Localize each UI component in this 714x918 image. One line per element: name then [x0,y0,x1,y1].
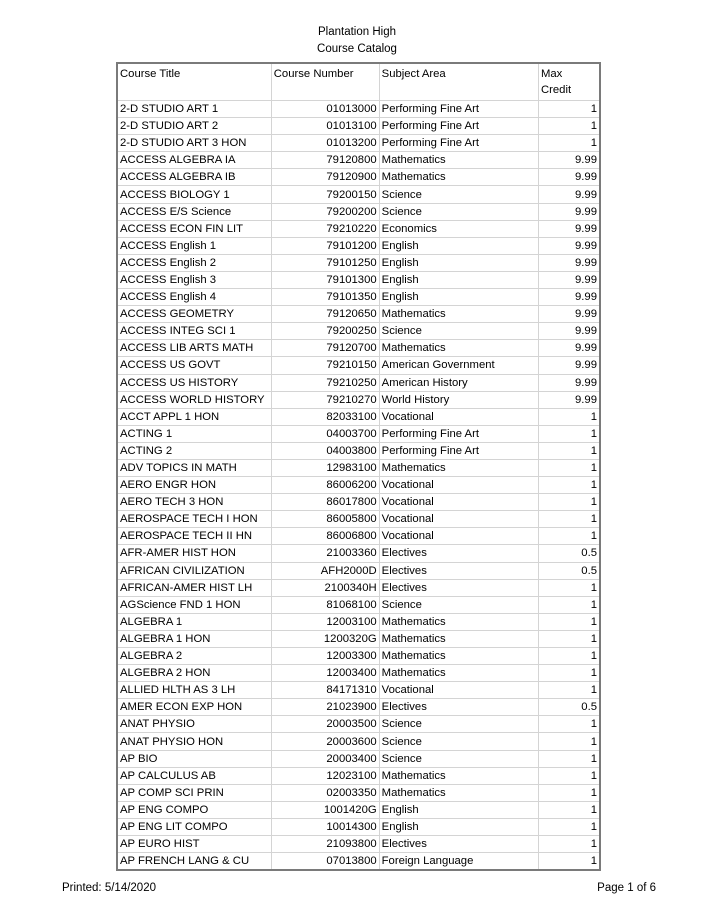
course-title-cell: AP CALCULUS AB [118,767,271,784]
course-number-cell: 21093800 [271,836,379,853]
max-credit-cell: 1 [538,118,599,135]
course-title-cell: ANAT PHYSIO [118,716,271,733]
subject-area-cell: Vocational [379,511,538,528]
subject-area-cell: Electives [379,699,538,716]
table-row [118,699,599,716]
max-credit-cell: 1 [538,511,599,528]
course-title-cell: ACCESS E/S Science [118,203,271,220]
subject-area-cell: Vocational [379,408,538,425]
max-credit-cell: 9.99 [538,323,599,340]
subject-area-cell: Performing Fine Art [379,101,538,118]
subject-area-cell: Mathematics [379,169,538,186]
column-header-max-credit: Max Credit [540,68,572,96]
page-number: Page 1 of 6 [597,882,656,894]
course-number-cell: 20003600 [271,733,379,750]
course-title-cell: AP COMP SCI PRIN [118,784,271,801]
course-number-cell: 20003400 [271,750,379,767]
max-credit-cell: 1 [538,733,599,750]
course-number-cell: 79101200 [271,237,379,254]
course-number-cell: 79210270 [271,391,379,408]
course-title-cell: ADV TOPICS IN MATH [118,459,271,476]
subject-area-cell: Vocational [379,682,538,699]
max-credit-cell: 9.99 [538,357,599,374]
max-credit-cell: 0.5 [538,562,599,579]
table-row [118,596,599,613]
course-number-cell: 81068100 [271,596,379,613]
subject-area-cell: Mathematics [379,630,538,647]
course-number-cell: 04003800 [271,442,379,459]
course-title-cell: AFRICAN CIVILIZATION [118,562,271,579]
table-row [118,289,599,306]
table-row [118,442,599,459]
max-credit-cell: 1 [538,767,599,784]
course-title-cell: ALGEBRA 2 HON [118,665,271,682]
subject-area-cell: Mathematics [379,340,538,357]
max-credit-cell: 1 [538,494,599,511]
table-row [118,254,599,271]
max-credit-cell: 1 [538,665,599,682]
course-number-cell: 86005800 [271,511,379,528]
table-row [118,733,599,750]
max-credit-cell: 1 [538,528,599,545]
table-row [118,767,599,784]
max-credit-cell: 1 [538,477,599,494]
course-number-cell: 1001420G [271,801,379,818]
course-title-cell: ALGEBRA 2 [118,648,271,665]
max-credit-cell: 1 [538,716,599,733]
max-credit-cell: 9.99 [538,203,599,220]
subject-area-cell: Mathematics [379,152,538,169]
subject-area-cell: Science [379,596,538,613]
max-credit-cell: 1 [538,425,599,442]
max-credit-cell: 0.5 [538,545,599,562]
subject-area-cell: Mathematics [379,459,538,476]
page-header [0,24,714,58]
max-credit-cell: 9.99 [538,391,599,408]
course-number-cell: 20003500 [271,716,379,733]
table-row [118,477,599,494]
subject-area-cell: Electives [379,562,538,579]
course-title-cell: AFRICAN-AMER HIST LH [118,579,271,596]
course-number-cell: 2100340H [271,579,379,596]
subject-area-cell: Mathematics [379,306,538,323]
course-number-cell: 79120800 [271,152,379,169]
course-title-cell: ACCESS English 4 [118,289,271,306]
subject-area-cell: Economics [379,220,538,237]
course-title-cell: AERO TECH 3 HON [118,494,271,511]
table-row [118,135,599,152]
course-number-cell: 79210250 [271,374,379,391]
course-title-cell: AP ENG COMPO [118,801,271,818]
course-number-cell: 12003300 [271,648,379,665]
course-title-cell: ACCESS ECON FIN LIT [118,220,271,237]
table-row [118,306,599,323]
course-title-cell: ACTING 2 [118,442,271,459]
course-title-cell: ACCESS ALGEBRA IB [118,169,271,186]
subject-area-cell: World History [379,391,538,408]
table-row [118,818,599,835]
subject-area-cell: Science [379,323,538,340]
subject-area-cell: Mathematics [379,767,538,784]
course-number-cell: 04003700 [271,425,379,442]
table-row [118,340,599,357]
school-name: Plantation High [318,26,396,38]
course-number-cell: 79200250 [271,323,379,340]
course-number-cell: 12023100 [271,767,379,784]
table-row [118,853,599,870]
max-credit-cell: 9.99 [538,271,599,288]
course-number-cell: 79210220 [271,220,379,237]
max-credit-cell: 1 [538,750,599,767]
course-title-cell: AEROSPACE TECH II HN [118,528,271,545]
table-row [118,682,599,699]
table-row [118,784,599,801]
course-title-cell: ACCESS US HISTORY [118,374,271,391]
max-credit-cell: 9.99 [538,374,599,391]
subject-area-cell: English [379,818,538,835]
max-credit-cell: 1 [538,836,599,853]
course-number-cell: 84171310 [271,682,379,699]
course-title-cell: ACCESS WORLD HISTORY [118,391,271,408]
max-credit-cell: 9.99 [538,237,599,254]
max-credit-cell: 1 [538,613,599,630]
subject-area-cell: Performing Fine Art [379,442,538,459]
course-number-cell: 86006800 [271,528,379,545]
subject-area-cell: Science [379,203,538,220]
table-row [118,716,599,733]
table-row [118,494,599,511]
table-row [118,118,599,135]
course-title-cell: AP EURO HIST [118,836,271,853]
table-row [118,562,599,579]
table-body [118,101,599,870]
subject-area-cell: Mathematics [379,784,538,801]
course-number-cell: 12003400 [271,665,379,682]
max-credit-cell: 1 [538,459,599,476]
course-title-cell: AMER ECON EXP HON [118,699,271,716]
course-number-cell: 01013200 [271,135,379,152]
course-title-cell: AP FRENCH LANG & CU [118,853,271,870]
subject-area-cell: Mathematics [379,613,538,630]
course-title-cell: ACCESS LIB ARTS MATH [118,340,271,357]
max-credit-cell: 9.99 [538,152,599,169]
subject-area-cell: Performing Fine Art [379,425,538,442]
table-row [118,425,599,442]
course-number-cell: 86017800 [271,494,379,511]
course-title-cell: ACCESS English 3 [118,271,271,288]
table-row [118,220,599,237]
course-title-cell: ALLIED HLTH AS 3 LH [118,682,271,699]
table-row [118,801,599,818]
course-title-cell: AP ENG LIT COMPO [118,818,271,835]
column-header-subject-area: Subject Area [379,64,538,101]
table-row [118,237,599,254]
table-row [118,648,599,665]
course-number-cell: 79120900 [271,169,379,186]
subject-area-cell: Electives [379,579,538,596]
printed-date: Printed: 5/14/2020 [62,882,156,894]
max-credit-cell: 9.99 [538,306,599,323]
max-credit-cell: 1 [538,630,599,647]
subject-area-cell: Science [379,733,538,750]
max-credit-cell: 9.99 [538,169,599,186]
course-title-cell: ACCESS INTEG SCI 1 [118,323,271,340]
course-number-cell: 79101250 [271,254,379,271]
course-number-cell: 79101350 [271,289,379,306]
table-row [118,169,599,186]
table-row [118,613,599,630]
course-catalog-table [116,62,601,871]
subject-area-cell: Science [379,750,538,767]
subject-area-cell: Science [379,186,538,203]
table-row [118,391,599,408]
course-title-cell: ACCESS BIOLOGY 1 [118,186,271,203]
max-credit-cell: 1 [538,135,599,152]
max-credit-cell: 9.99 [538,254,599,271]
course-number-cell: 21003360 [271,545,379,562]
subject-area-cell: Performing Fine Art [379,118,538,135]
max-credit-cell: 1 [538,648,599,665]
course-number-cell: 79200150 [271,186,379,203]
table-row [118,152,599,169]
course-number-cell: 10014300 [271,818,379,835]
subject-area-cell: Vocational [379,477,538,494]
course-title-cell: ALGEBRA 1 HON [118,630,271,647]
subject-area-cell: Mathematics [379,665,538,682]
max-credit-cell: 1 [538,101,599,118]
course-number-cell: 12983100 [271,459,379,476]
table-row [118,528,599,545]
max-credit-cell: 1 [538,818,599,835]
table-row [118,186,599,203]
course-number-cell: 02003350 [271,784,379,801]
course-title-cell: ACCESS ALGEBRA IA [118,152,271,169]
column-header-course-title: Course Title [118,64,271,101]
column-header-course-number: Course Number [271,64,379,101]
table-header-row [118,64,599,101]
course-number-cell: 01013000 [271,101,379,118]
course-number-cell: 79101300 [271,271,379,288]
document-title: Course Catalog [317,43,397,55]
max-credit-cell: 0.5 [538,699,599,716]
course-number-cell: 82033100 [271,408,379,425]
course-number-cell: 21023900 [271,699,379,716]
subject-area-cell: Performing Fine Art [379,135,538,152]
table-row [118,579,599,596]
subject-area-cell: English [379,289,538,306]
max-credit-cell: 1 [538,408,599,425]
table-row [118,665,599,682]
course-number-cell: 12003100 [271,613,379,630]
course-title-cell: ACCESS GEOMETRY [118,306,271,323]
subject-area-cell: Electives [379,545,538,562]
subject-area-cell: English [379,271,538,288]
subject-area-cell: American History [379,374,538,391]
table-row [118,323,599,340]
course-title-cell: ACTING 1 [118,425,271,442]
table-row [118,101,599,118]
max-credit-cell: 9.99 [538,289,599,306]
max-credit-cell: 1 [538,442,599,459]
course-title-cell: 2-D STUDIO ART 3 HON [118,135,271,152]
course-title-cell: ACCESS English 2 [118,254,271,271]
table-row [118,545,599,562]
table-row [118,630,599,647]
table-row [118,374,599,391]
course-title-cell: AERO ENGR HON [118,477,271,494]
max-credit-cell: 1 [538,853,599,870]
max-credit-cell: 9.99 [538,186,599,203]
course-title-cell: ANAT PHYSIO HON [118,733,271,750]
course-number-cell: AFH2000D [271,562,379,579]
max-credit-cell: 1 [538,682,599,699]
subject-area-cell: Mathematics [379,648,538,665]
subject-area-cell: English [379,801,538,818]
table-row [118,750,599,767]
course-number-cell: 79120700 [271,340,379,357]
max-credit-cell: 1 [538,801,599,818]
course-number-cell: 1200320G [271,630,379,647]
course-number-cell: 01013100 [271,118,379,135]
course-number-cell: 79200200 [271,203,379,220]
table-row [118,408,599,425]
subject-area-cell: Foreign Language [379,853,538,870]
course-title-cell: 2-D STUDIO ART 1 [118,101,271,118]
subject-area-cell: Vocational [379,494,538,511]
max-credit-cell: 1 [538,579,599,596]
table-row [118,271,599,288]
course-number-cell: 86006200 [271,477,379,494]
course-title-cell: AGScience FND 1 HON [118,596,271,613]
subject-area-cell: Science [379,716,538,733]
subject-area-cell: Electives [379,836,538,853]
course-title-cell: AP BIO [118,750,271,767]
table-row [118,511,599,528]
max-credit-cell: 9.99 [538,340,599,357]
course-title-cell: ALGEBRA 1 [118,613,271,630]
table-row [118,836,599,853]
table-row [118,459,599,476]
course-number-cell: 07013800 [271,853,379,870]
course-title-cell: ACCT APPL 1 HON [118,408,271,425]
subject-area-cell: English [379,254,538,271]
course-title-cell: AEROSPACE TECH I HON [118,511,271,528]
course-number-cell: 79120650 [271,306,379,323]
course-title-cell: ACCESS English 1 [118,237,271,254]
table-row [118,357,599,374]
subject-area-cell: American Government [379,357,538,374]
max-credit-cell: 1 [538,596,599,613]
subject-area-cell: Vocational [379,528,538,545]
course-title-cell: AFR-AMER HIST HON [118,545,271,562]
course-title-cell: ACCESS US GOVT [118,357,271,374]
course-title-cell: 2-D STUDIO ART 2 [118,118,271,135]
max-credit-cell: 1 [538,784,599,801]
table-row [118,203,599,220]
course-number-cell: 79210150 [271,357,379,374]
max-credit-cell: 9.99 [538,220,599,237]
subject-area-cell: English [379,237,538,254]
